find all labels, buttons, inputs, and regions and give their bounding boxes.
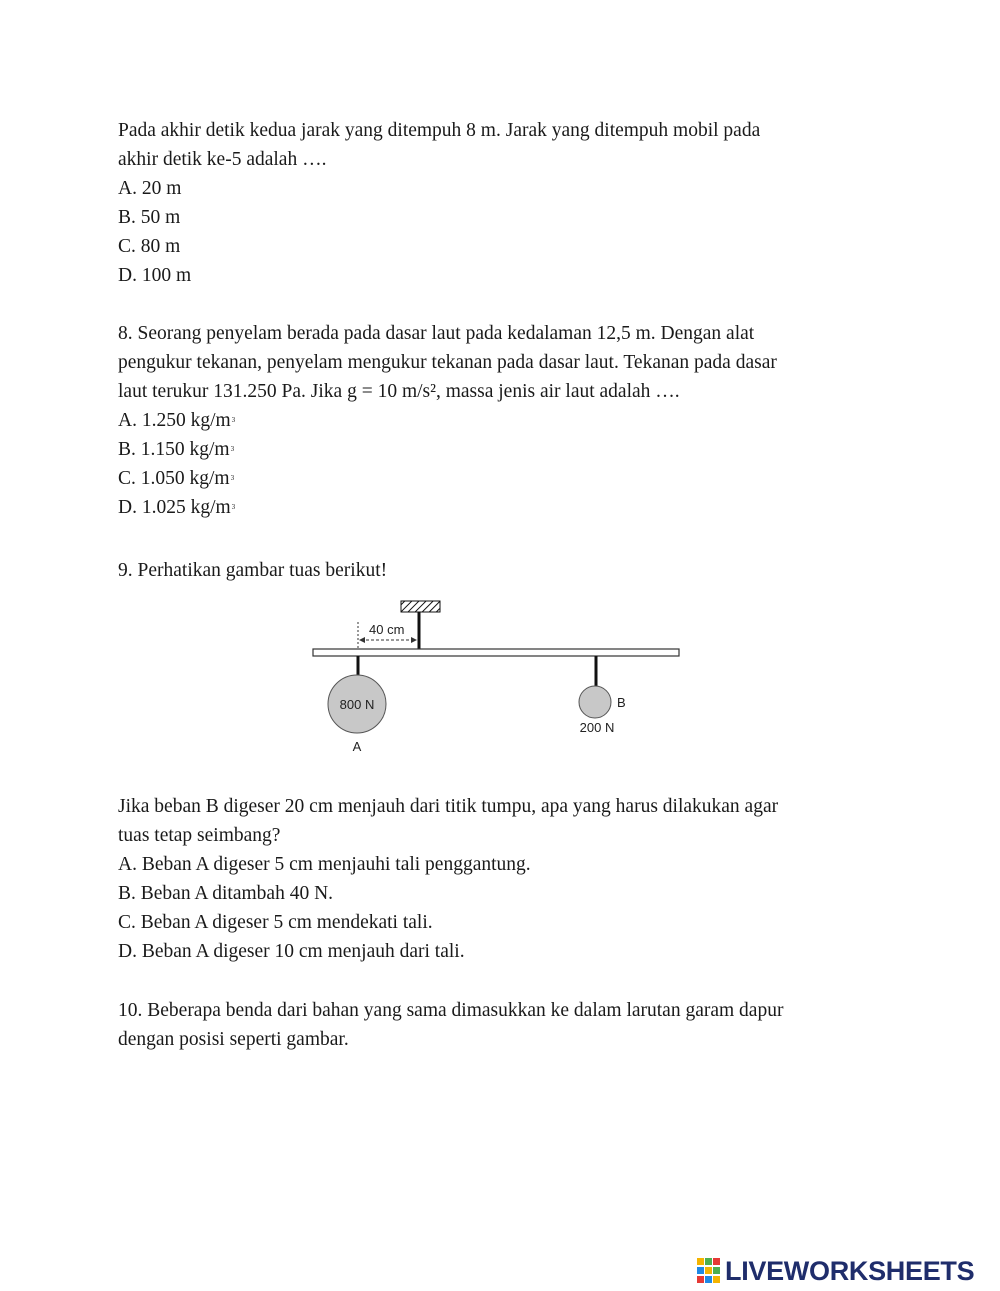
liveworksheets-logo-text: LIVEWORKSHEETS [725, 1255, 975, 1286]
unit-exponent: 3 [231, 416, 236, 424]
load-b-label: B [617, 695, 626, 710]
q8-text-line-1: 8. Seorang penyelam berada pada dasar laut pada kedalaman 12,5 m. Dengan alat [118, 323, 755, 344]
q7-text-line-1: Pada akhir detik kedua jarak yang ditempuh 8 m. Jarak yang ditempuh mobil pada [118, 120, 761, 141]
q8-option-d [118, 498, 235, 518]
q8-option-c-text: C. 1.050 kg/m [118, 468, 230, 489]
q9-text-line-2: tuas tetap seimbang? [118, 825, 281, 846]
q9-option-d: D. Beban A digeser 10 cm menjauh dari tali. [118, 941, 465, 962]
q8-option-b-text: B. 1.150 kg/m [118, 439, 230, 460]
q10-text-line-2: dengan posisi seperti gambar. [118, 1029, 349, 1050]
liveworksheets-logo [697, 1257, 974, 1285]
q9-text-line-1: Jika beban B digeser 20 cm menjauh dari titik tumpu, apa yang harus dilakukan agar [118, 796, 779, 817]
q7-option-c: C. 80 m [118, 236, 181, 257]
q9-option-b: B. Beban A ditambah 40 N. [118, 883, 334, 904]
load-b-ball [579, 686, 611, 718]
arrow-head-right-icon [411, 637, 417, 643]
distance-label: 40 cm [369, 622, 405, 637]
unit-exponent: 3 [231, 503, 236, 511]
liveworksheets-logo-icon [697, 1258, 721, 1284]
lever-diagram [300, 592, 700, 762]
load-a-weight: 800 N [339, 697, 375, 712]
q9-option-a: A. Beban A digeser 5 cm menjauhi tali penggantung. [118, 854, 531, 875]
arrow-head-left-icon [359, 637, 365, 643]
q8-option-c [118, 469, 234, 489]
lever-bar [313, 649, 679, 656]
q7-text-line-2: akhir detik ke-5 adalah …. [118, 149, 327, 170]
q9-prompt: 9. Perhatikan gambar tuas berikut! [118, 560, 388, 581]
ceiling-support [401, 601, 440, 612]
q7-option-b: B. 50 m [118, 207, 181, 228]
q8-option-d-text: D. 1.025 kg/m [118, 497, 231, 518]
load-a-label: A [352, 739, 362, 754]
q7-option-a: A. 20 m [118, 178, 182, 199]
q9-option-c: C. Beban A digeser 5 cm mendekati tali. [118, 912, 433, 933]
q8-text-line-3: laut terukur 131.250 Pa. Jika g = 10 m/s², massa jenis air laut adalah …. [118, 381, 680, 402]
q8-text-line-2: pengukur tekanan, penyelam mengukur tekanan pada dasar laut. Tekanan pada dasar [118, 352, 777, 373]
unit-exponent: 3 [230, 474, 235, 482]
q8-option-a [118, 411, 235, 431]
q8-option-b [118, 440, 234, 460]
q7-option-d: D. 100 m [118, 265, 192, 286]
load-b-weight: 200 N [579, 720, 615, 735]
unit-exponent: 3 [230, 445, 235, 453]
q10-text-line-1: 10. Beberapa benda dari bahan yang sama dimasukkan ke dalam larutan garam dapur [118, 1000, 784, 1021]
q8-option-a-text: A. 1.250 kg/m [118, 410, 231, 431]
